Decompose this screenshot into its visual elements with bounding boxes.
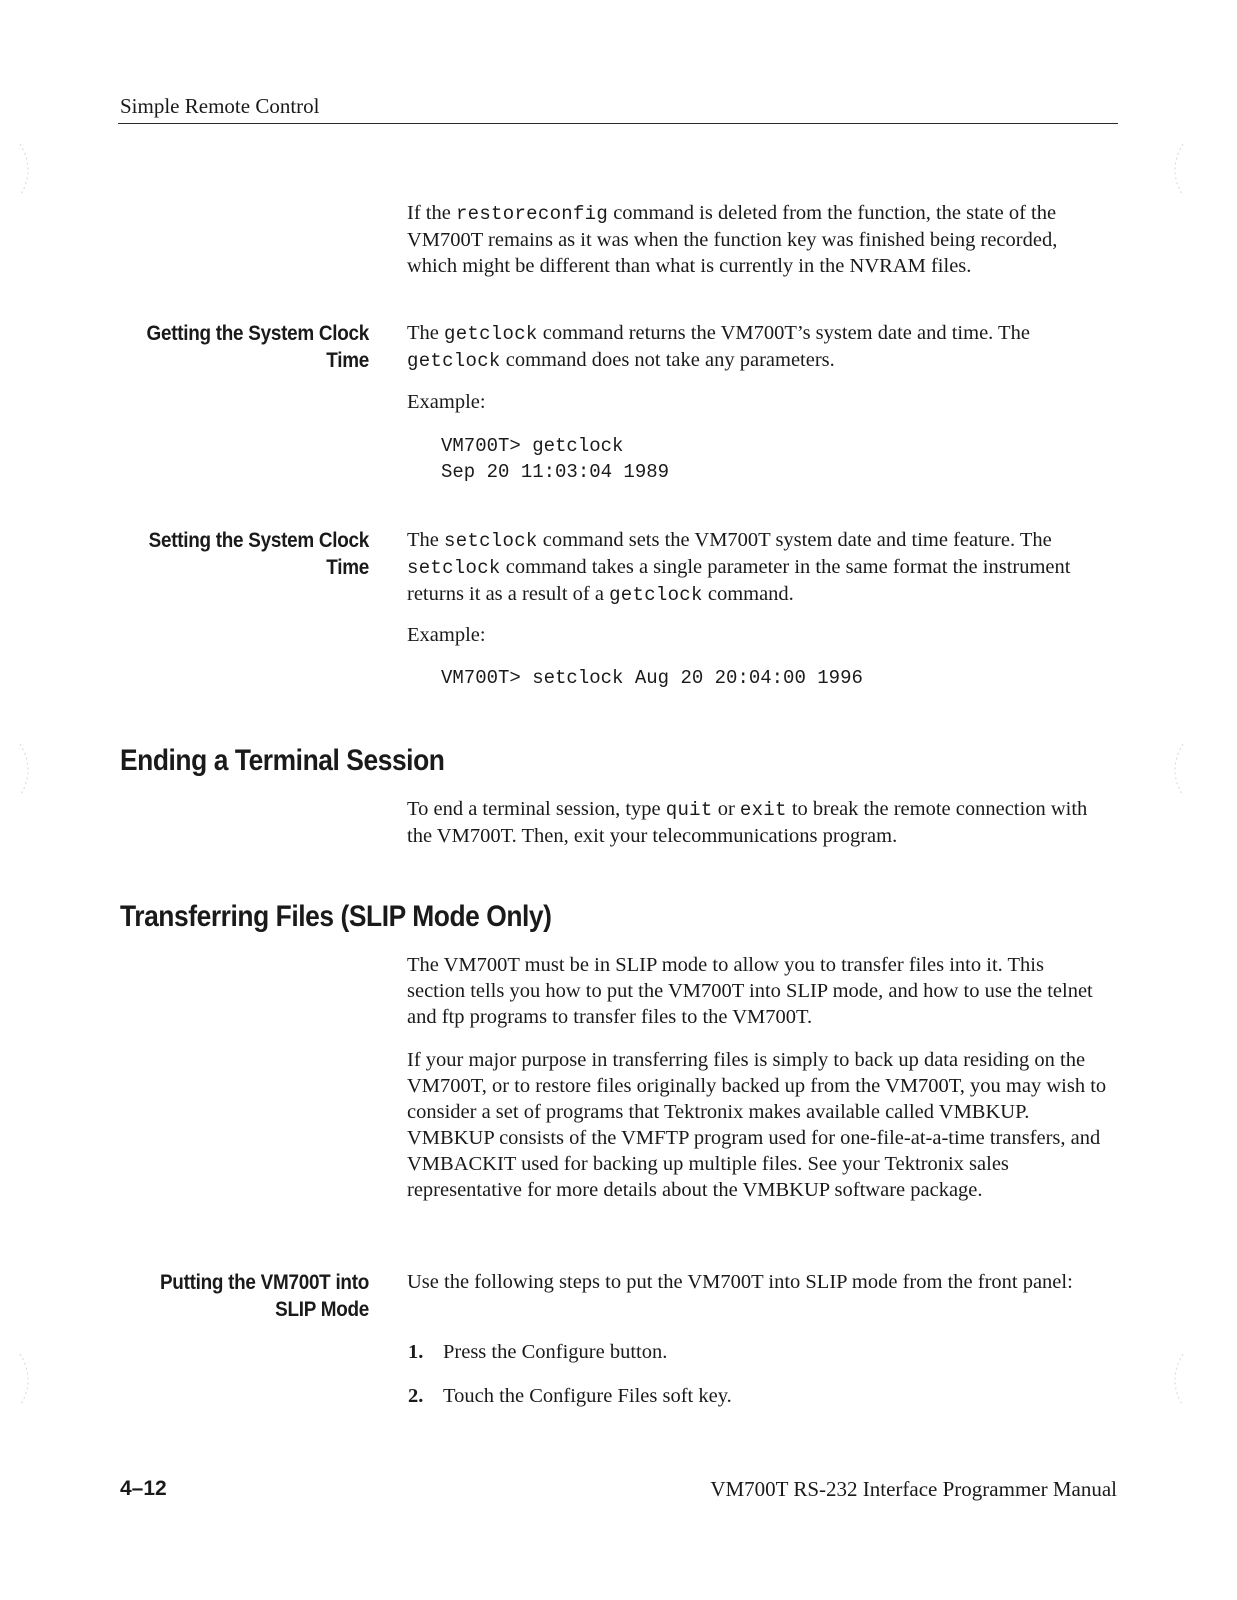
transferring-paragraph-2: If your major purpose in transferring files is simply to back up data residing on the VM700T, or to restore files originally backed up from the VM700T, you may wish to consider a set of programs that Tektronix makes available called VMBKUP. VMBKUP consists of the VMFTP program used for one-file-at-a-time transfers, and VMBACKIT used for backing up multiple files. See your Tektronix sales representative for more details about the VMBKUP software package.	[407, 1049, 1107, 1201]
step-text: Press the Configure button.	[443, 1341, 668, 1363]
code-getclock: getclock	[444, 323, 538, 345]
list-item	[408, 1339, 667, 1365]
section-heading-ending-session: Ending a Terminal Session	[120, 744, 445, 777]
code-restoreconfig: restoreconfig	[455, 203, 609, 225]
punch-hole-mark	[16, 740, 38, 800]
example-label: Example:	[407, 391, 486, 413]
slip-mode-intro: Use the following steps to put the VM700T into SLIP mode from the front panel:	[407, 1271, 1073, 1293]
ending-session-paragraph: To end a terminal session, type quit or exit to break the remote connection with the VM700T. Then, exit your telecommunications program.	[407, 798, 1088, 847]
step-number: 1.	[408, 1341, 424, 1363]
header-rule	[118, 123, 1118, 124]
code-exit: exit	[739, 799, 787, 821]
transferring-paragraph-1: The VM700T must be in SLIP mode to allow you to transfer files into it. This section tells you how to put the VM700T into SLIP mode, and how to use the telnet and ftp programs to transfer files to the VM700T.	[407, 954, 1093, 1028]
manual-title: VM700T RS-232 Interface Programmer Manual	[710, 1477, 1117, 1501]
side-heading-setting-clock: Setting the System Clock Time	[148, 529, 369, 579]
code-setclock: setclock	[444, 530, 538, 552]
side-heading-getting-clock: Getting the System Clock Time	[146, 322, 369, 372]
list-item	[408, 1383, 732, 1409]
step-number: 2.	[408, 1385, 424, 1407]
page-number: 4–12	[120, 1477, 167, 1500]
getclock-example-code: VM700T> getclock Sep 20 11:03:04 1989	[441, 435, 670, 483]
code-quit: quit	[665, 799, 713, 821]
code-getclock: getclock	[407, 350, 501, 372]
setclock-example-code: VM700T> setclock Aug 20 20:04:00 1996	[441, 667, 863, 689]
running-header: Simple Remote Control	[120, 94, 320, 118]
punch-hole-mark	[1165, 140, 1187, 200]
punch-hole-mark	[16, 1350, 38, 1410]
restoreconfig-paragraph: If the restoreconfig command is deleted from the function, the state of the VM700T remains as it was when the function key was finished being recorded, which might be different than what is currently in the NVRAM files.	[407, 202, 1058, 277]
punch-hole-mark	[1165, 1350, 1187, 1410]
section-heading-transferring-files: Transferring Files (SLIP Mode Only)	[120, 900, 552, 933]
punch-hole-mark	[1165, 740, 1187, 800]
code-getclock: getclock	[609, 584, 703, 606]
setclock-paragraph: The setclock command sets the VM700T system date and time feature. The setclock command takes a single parameter in the same format the instrument returns it as a result of a getclock command.	[407, 529, 1071, 606]
step-text: Touch the Configure Files soft key.	[443, 1385, 732, 1407]
code-setclock: setclock	[407, 557, 501, 579]
getclock-paragraph: The getclock command returns the VM700T’s system date and time. The getclock command does not take any parameters.	[407, 322, 1030, 372]
example-label: Example:	[407, 624, 486, 646]
side-heading-slip-mode: Putting the VM700T into SLIP Mode	[159, 1271, 369, 1321]
punch-hole-mark	[16, 140, 38, 200]
